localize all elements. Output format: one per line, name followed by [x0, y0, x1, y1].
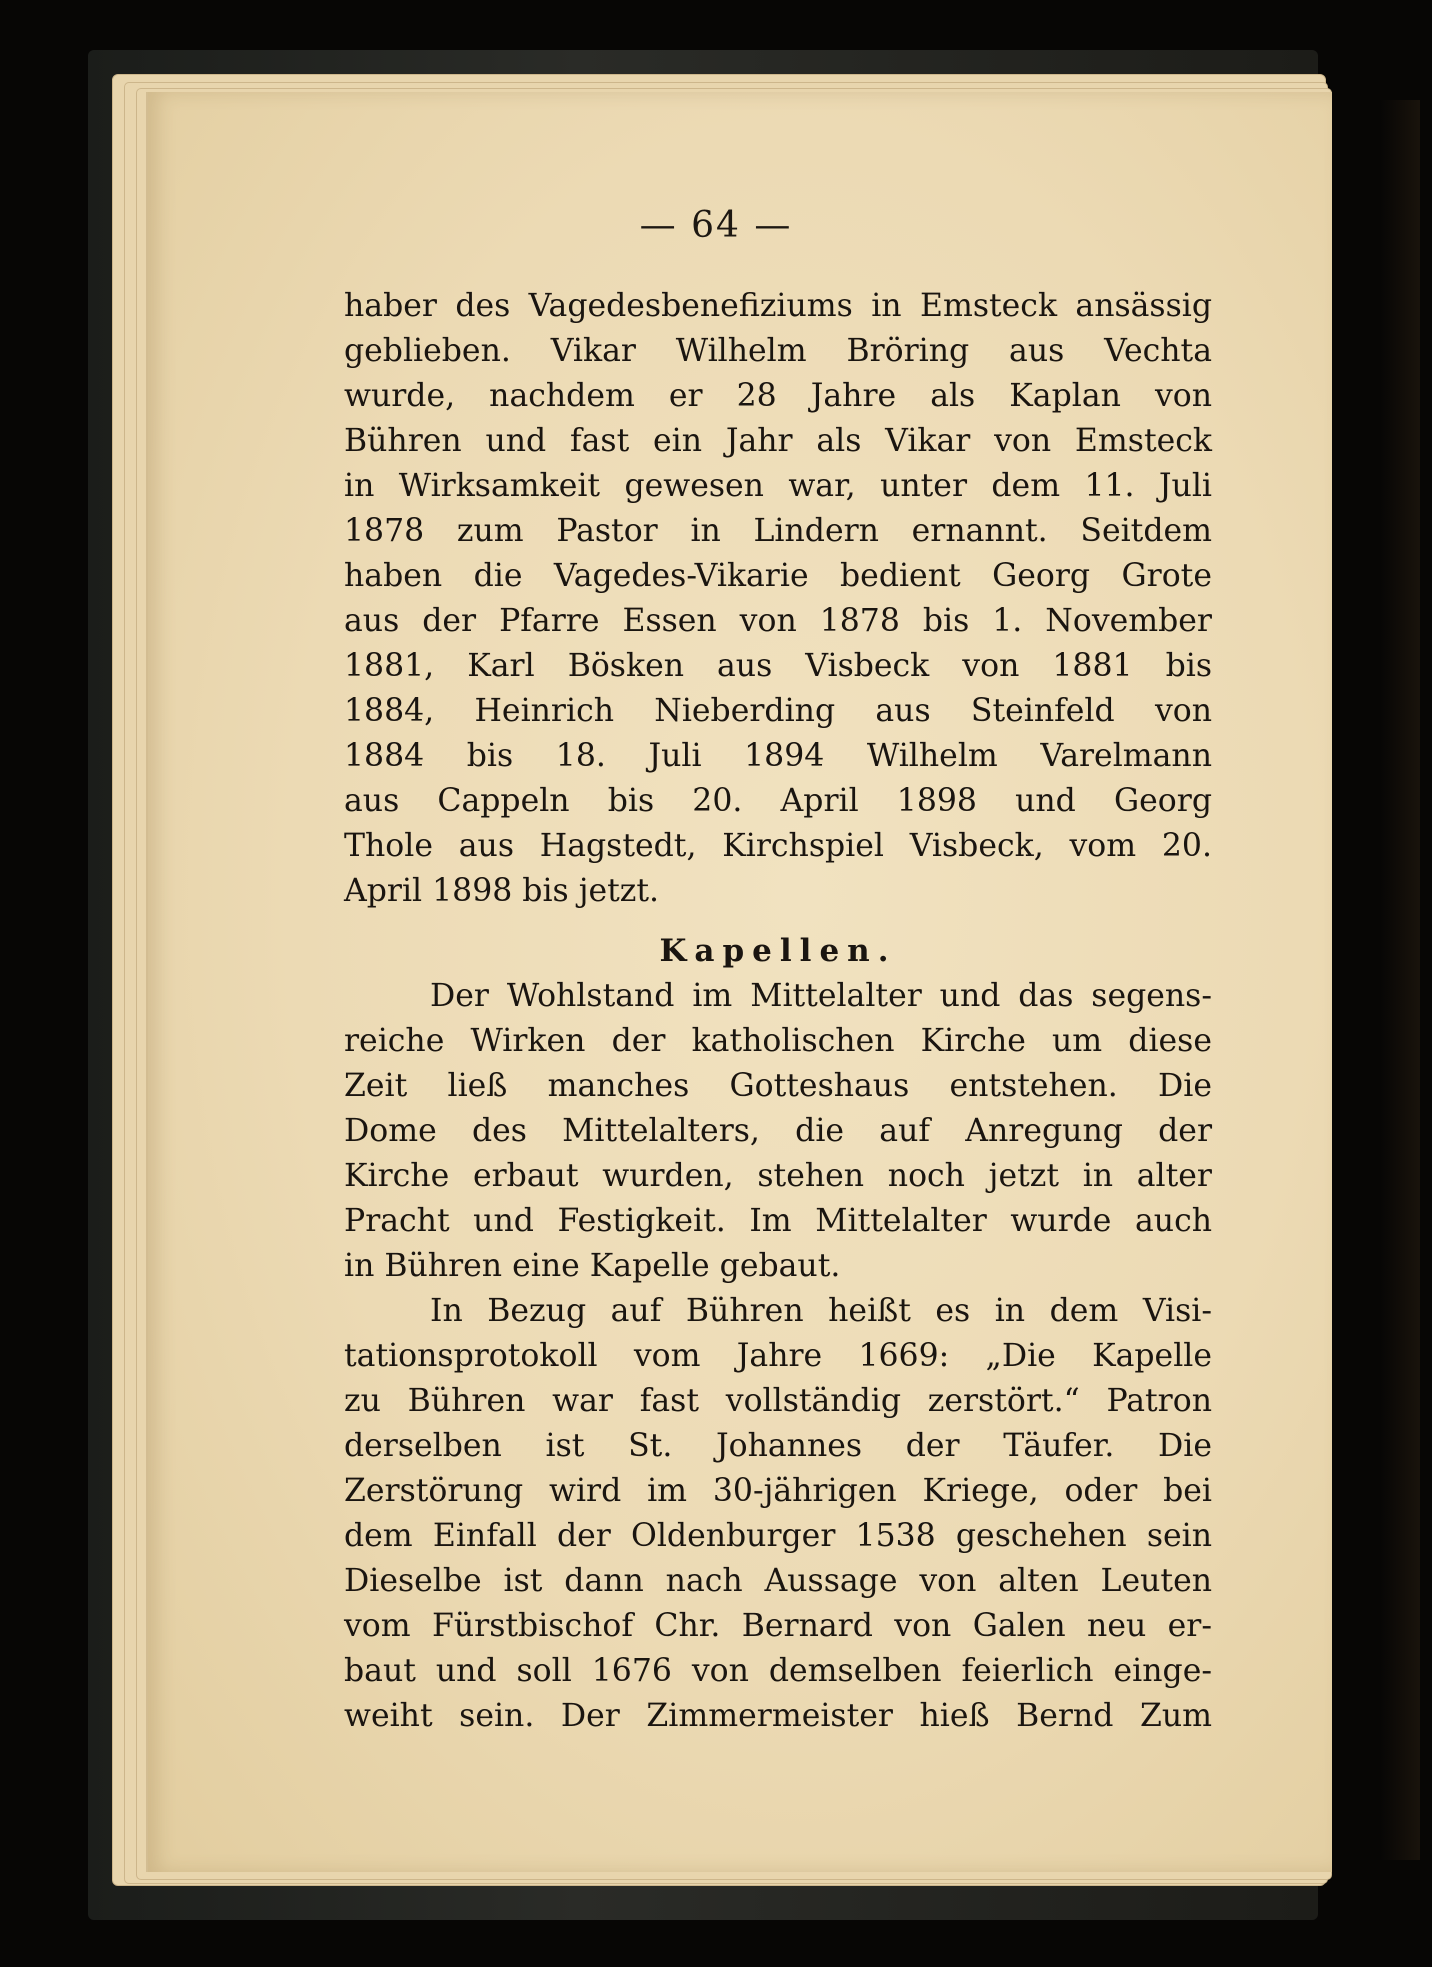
- text-line: reiche Wirken der katholischen Kirche um diese: [344, 1023, 1212, 1059]
- page-gutter-shadow: [1380, 100, 1420, 1860]
- section-heading: Kapellen.: [659, 933, 897, 969]
- text-line: vom Fürstbischof Chr. Bernard von Galen neu er-: [344, 1608, 1212, 1644]
- text-line: weiht sein. Der Zimmermeister hieß Bernd Zum: [344, 1698, 1212, 1734]
- text-line: 1884 bis 18. Juli 1894 Wilhelm Varelmann: [344, 738, 1212, 774]
- text-line: geblieben. Vikar Wilhelm Bröring aus Vechta: [344, 333, 1212, 369]
- text-line: derselben ist St. Johannes der Täufer. Die: [344, 1428, 1212, 1464]
- text-line: Der Wohlstand im Mittelalter und das segens-: [430, 978, 1212, 1014]
- text-line: 1884, Heinrich Nieberding aus Steinfeld von: [344, 693, 1212, 729]
- text-line: Kirche erbaut wurden, stehen noch jetzt in alter: [344, 1158, 1212, 1194]
- text-line: Dome des Mittelalters, die auf Anregung der: [344, 1113, 1212, 1149]
- text-line: in Bühren eine Kapelle gebaut.: [344, 1248, 841, 1284]
- text-line: In Bezug auf Bühren heißt es in dem Visi-: [430, 1293, 1212, 1329]
- text-line: Dieselbe ist dann nach Aussage von alten Leuten: [344, 1563, 1212, 1599]
- text-line: Pracht und Festigkeit. Im Mittelalter wurde auch: [344, 1203, 1212, 1239]
- text-line: dem Einfall der Oldenburger 1538 geschehen sein: [344, 1518, 1212, 1554]
- text-line: tationsprotokoll vom Jahre 1669: „Die Kapelle: [344, 1338, 1212, 1374]
- text-line: haber des Vagedesbenefiziums in Emsteck ansässig: [344, 288, 1212, 324]
- text-line: Zerstörung wird im 30-jährigen Kriege, oder bei: [344, 1473, 1212, 1509]
- page-text: [344, 284, 1212, 1739]
- text-line: Zeit ließ manches Gotteshaus entstehen. Die: [344, 1068, 1212, 1104]
- text-line: zu Bühren war fast vollständig zerstört.“ Patron: [344, 1383, 1212, 1419]
- text-line: aus der Pfarre Essen von 1878 bis 1. November: [344, 603, 1212, 639]
- text-line: April 1898 bis jetzt.: [344, 873, 660, 909]
- text-line: aus Cappeln bis 20. April 1898 und Georg: [344, 783, 1212, 819]
- text-line: in Wirksamkeit gewesen war, unter dem 11. Juli: [344, 468, 1212, 504]
- text-line: 1881, Karl Bösken aus Visbeck von 1881 bis: [344, 648, 1212, 684]
- text-line: Bühren und fast ein Jahr als Vikar von Emsteck: [344, 423, 1212, 459]
- text-line: 1878 zum Pastor in Lindern ernannt. Seitdem: [344, 513, 1212, 549]
- text-line: haben die Vagedes-Vikarie bedient Georg Grote: [344, 558, 1212, 594]
- page-number: — 64 —: [639, 205, 793, 246]
- text-line: wurde, nachdem er 28 Jahre als Kaplan von: [344, 378, 1212, 414]
- text-line: Thole aus Hagstedt, Kirchspiel Visbeck, vom 20.: [344, 828, 1212, 864]
- text-line: baut und soll 1676 von demselben feierlich einge-: [344, 1653, 1212, 1689]
